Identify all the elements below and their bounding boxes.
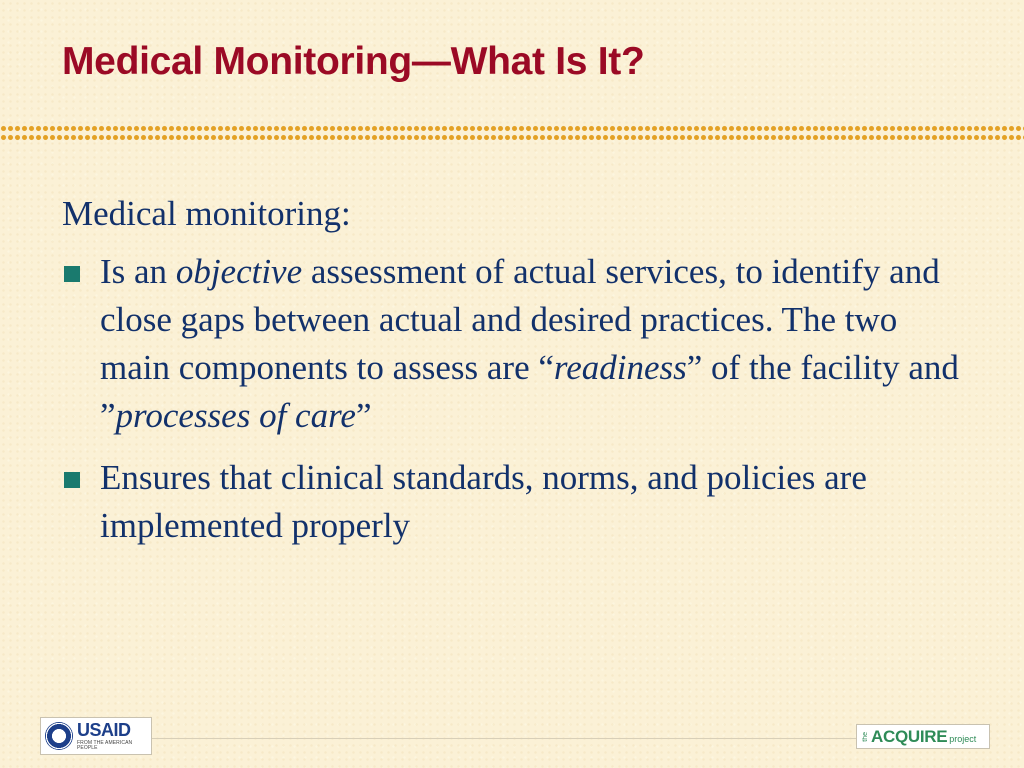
slide-body xyxy=(62,190,962,564)
acquire-logo-the: the xyxy=(862,731,869,742)
acquire-project-logo xyxy=(856,724,990,749)
bullet-text-segment: ” xyxy=(355,396,372,435)
bullet-text-emphasis: objective xyxy=(175,252,303,291)
slide-title: Medical Monitoring—What Is It? xyxy=(62,40,645,83)
bullet-item xyxy=(62,248,962,440)
square-bullet-icon xyxy=(64,472,80,488)
usaid-logo xyxy=(40,717,152,755)
bullet-list xyxy=(62,248,962,550)
footer-divider xyxy=(40,738,984,739)
usaid-logo-word: USAID xyxy=(77,720,131,740)
bullet-text-emphasis: readiness xyxy=(553,348,687,387)
bullet-text-emphasis: processes of care xyxy=(115,396,356,435)
intro-text: Medical monitoring: xyxy=(62,194,351,233)
square-bullet-icon xyxy=(64,266,80,282)
title-divider xyxy=(0,124,1024,144)
bullet-text-segment: assessment of actual services, to identify and close gaps between actual and desired practices. The two main components to assess are “ xyxy=(100,252,940,387)
bullet-item xyxy=(62,454,962,550)
bullet-text-segment: Ensures that clinical standards, norms, and policies are implemented properly xyxy=(100,458,867,545)
acquire-logo-suffix: project xyxy=(949,734,977,744)
bullet-text-segment: ” of the facility and ” xyxy=(100,348,959,435)
acquire-logo-word: ACQUIRE xyxy=(871,726,948,746)
usaid-logo-tagline: FROM THE AMERICAN PEOPLE xyxy=(77,740,133,751)
bullet-text-segment: Is an xyxy=(100,252,176,291)
usaid-seal-icon xyxy=(45,722,73,750)
